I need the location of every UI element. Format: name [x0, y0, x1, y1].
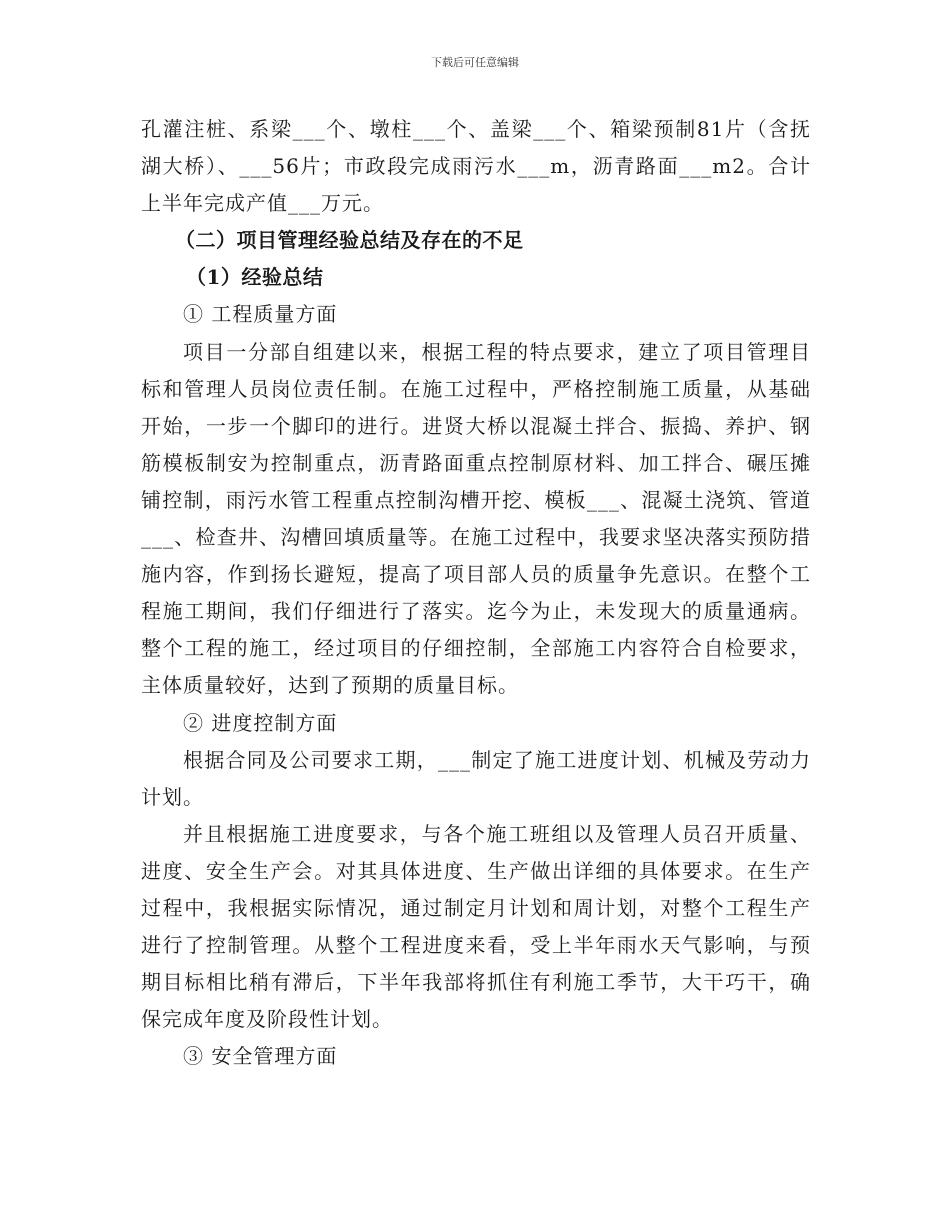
- document-body: [141, 111, 811, 1075]
- item-heading-schedule: ② 进度控制方面: [183, 710, 338, 735]
- item-heading-quality: ① 工程质量方面: [183, 302, 338, 327]
- section-heading: （二）项目管理经验总结及存在的不足: [175, 228, 524, 253]
- paragraph-quality: 项目一分部自组建以来，根据工程的特点要求，建立了项目管理目标和管理人员岗位责任制。在施工过程中，严格控制施工质量，从基础开始，一步一个脚印的进行。进贤大桥以混凝土拌合、振捣、养护、钢筋模板制安为控制重点，沥青路面重点控制原材料、加工拌合、碾压摊铺控制，雨污水管工程重点控制沟槽开挖、模板___、混凝土浇筑、管道___、检查井、沟槽回填质量等。在施工过程中，我要求坚决落实预防措施内容，作到扬长避短，提高了项目部人员的质量争先意识。在整个工程施工期间，我们仔细进行了落实。迄今为止，未发现大的质量通病。整个工程的施工，经过项目的仔细控制，全部施工内容符合自检要求，主体质量较好，达到了预期的质量目标。: [141, 339, 811, 698]
- paragraph-schedule-control: 并且根据施工进度要求，与各个施工班组以及管理人员召开质量、进度、安全生产会。对其具体进度、生产做出详细的具体要求。在生产过程中，我根据实际情况，通过制定月计划和周计划，对整个工程生产进行了控制管理。从整个工程进度来看，受上半年雨水天气影响，与预期目标相比稍有滞后，下半年我部将抓住有利施工季节，大干巧干，确保完成年度及阶段性计划。: [141, 821, 811, 1032]
- page-header: 下载后可任意编辑: [431, 56, 519, 69]
- paragraph-continued: 孔灌注桩、系梁___个、墩柱___个、盖梁___个、箱梁预制81片（含抚湖大桥）、___56片；市政段完成雨污水___m，沥青路面___m2。合计上半年完成产值___万元。: [141, 117, 811, 216]
- item-heading-safety: ③ 安全管理方面: [183, 1044, 338, 1069]
- paragraph-schedule-plan: 根据合同及公司要求工期，___制定了施工进度计划、机械及劳动力计划。: [141, 747, 811, 809]
- subsection-heading: （1）经验总结: [186, 265, 324, 290]
